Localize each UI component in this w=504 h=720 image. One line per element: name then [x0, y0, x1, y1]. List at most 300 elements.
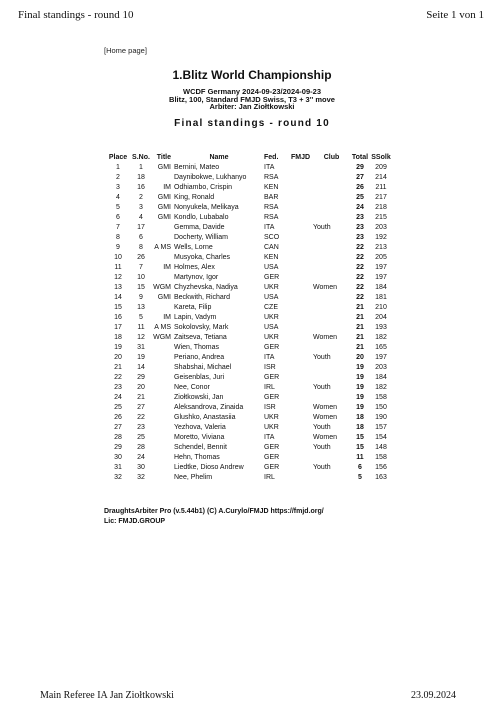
cell-name: Zaitseva, Tetiana: [174, 333, 227, 341]
cell-fmjd: [291, 282, 313, 292]
cell-fmjd: [291, 422, 313, 432]
cell-place: 27: [114, 423, 122, 431]
cell-ssolk: 190: [375, 413, 387, 421]
cell-fmjd: [291, 432, 313, 442]
cell-club: [313, 272, 350, 282]
cell-place: 4: [116, 193, 120, 201]
cell-fmjd: [291, 362, 313, 372]
cell-name: Moretto, Viviana: [174, 433, 225, 441]
table-row: [106, 342, 392, 352]
cell-total: 22: [356, 283, 364, 291]
cell-place: 32: [114, 473, 122, 481]
tournament-title: 1.Blitz World Championship: [172, 68, 332, 82]
cell-sno: 8: [139, 243, 143, 251]
cell-club: [313, 242, 350, 252]
cell-fed: UKR: [264, 283, 279, 291]
cell-sno: 27: [137, 403, 145, 411]
cell-club: [313, 322, 350, 332]
cell-place: 10: [114, 253, 122, 261]
cell-ssolk: 192: [375, 233, 387, 241]
cell-name: Nee, Phelim: [174, 473, 213, 481]
cell-title: GMI: [157, 293, 171, 301]
cell-place: 24: [114, 393, 122, 401]
cell-fmjd: [291, 272, 313, 282]
cell-fed: USA: [264, 293, 279, 301]
cell-total: 19: [356, 363, 364, 371]
cell-fed: GER: [264, 343, 280, 351]
table-row: [106, 282, 392, 292]
cell-club: [313, 192, 350, 202]
cell-ssolk: 157: [375, 423, 387, 431]
cell-fed: GER: [264, 443, 280, 451]
cell-fed: ISR: [264, 403, 276, 411]
cell-club: Youth: [313, 443, 331, 451]
cell-fed: IRL: [264, 383, 275, 391]
table-row: [106, 462, 392, 472]
cell-place: 13: [114, 283, 122, 291]
cell-ssolk: 203: [375, 223, 387, 231]
cell-title: [152, 352, 174, 362]
cell-fed: USA: [264, 323, 279, 331]
cell-sno: 30: [137, 463, 145, 471]
standings-body: [106, 162, 392, 482]
cell-sno: 32: [137, 473, 145, 481]
cell-ssolk: 211: [375, 183, 387, 191]
table-row: [106, 162, 392, 172]
cell-total: 22: [356, 273, 364, 281]
cell-place: 15: [114, 303, 122, 311]
cell-total: 19: [356, 393, 364, 401]
cell-place: 9: [116, 243, 120, 251]
cell-fmjd: [291, 412, 313, 422]
table-row: [106, 292, 392, 302]
cell-total: 21: [356, 323, 364, 331]
cell-fed: RSA: [264, 203, 279, 211]
cell-ssolk: 193: [375, 323, 387, 331]
cell-total: 18: [356, 413, 364, 421]
cell-ssolk: 197: [375, 263, 387, 271]
cell-name: Yezhova, Valeria: [174, 423, 226, 431]
cell-place: 25: [114, 403, 122, 411]
cell-name: Daynibokwe, Lukhanyo: [174, 173, 247, 181]
cell-fmjd: [291, 382, 313, 392]
cell-total: 25: [356, 193, 364, 201]
cell-sno: 26: [137, 253, 145, 261]
cell-place: 5: [116, 203, 120, 211]
cell-total: 24: [356, 203, 364, 211]
cell-name: Glushko, Anastasiia: [174, 413, 236, 421]
cell-place: 19: [114, 343, 122, 351]
standings-table: [106, 152, 392, 482]
cell-place: 7: [116, 223, 120, 231]
home-page-link[interactable]: [Home page]: [104, 46, 147, 55]
cell-club: [313, 372, 350, 382]
cell-fed: IRL: [264, 473, 275, 481]
table-row: [106, 272, 392, 282]
cell-name: Nee, Conor: [174, 383, 210, 391]
cell-title: [152, 422, 174, 432]
cell-club: [313, 262, 350, 272]
cell-title: [152, 272, 174, 282]
cell-name: Aleksandrova, Zinaida: [174, 403, 244, 411]
cell-title: IM: [163, 183, 171, 191]
cell-sno: 20: [137, 383, 145, 391]
cell-sno: 9: [139, 293, 143, 301]
cell-club: [313, 392, 350, 402]
cell-name: Musyoka, Charles: [174, 253, 231, 261]
cell-club: Youth: [313, 353, 331, 361]
cell-club: [313, 252, 350, 262]
arbiter-line: Arbiter: Jan Ziołtkowski: [209, 102, 295, 111]
table-row: [106, 332, 392, 342]
table-row: [106, 382, 392, 392]
table-row: [106, 422, 392, 432]
cell-club: Youth: [313, 423, 331, 431]
header-ssolk: SSolk: [371, 153, 391, 161]
cell-ssolk: 210: [375, 303, 387, 311]
cell-fed: BAR: [264, 193, 279, 201]
header-place: Place: [108, 153, 128, 161]
cell-total: 22: [356, 243, 364, 251]
table-row: [106, 212, 392, 222]
cell-name: Chyzhevska, Nadiya: [174, 283, 238, 291]
header-fmjd: FMJD: [291, 153, 311, 161]
cell-total: 27: [356, 173, 364, 181]
cell-fmjd: [291, 452, 313, 462]
cell-fed: KEN: [264, 183, 279, 191]
header-total: Total: [351, 153, 369, 161]
cell-total: 19: [356, 383, 364, 391]
cell-total: 21: [356, 303, 364, 311]
table-row: [106, 232, 392, 242]
cell-ssolk: 154: [375, 433, 387, 441]
cell-sno: 29: [137, 373, 145, 381]
cell-total: 19: [356, 403, 364, 411]
cell-fmjd: [291, 162, 313, 172]
cell-name: Hehn, Thomas: [174, 453, 220, 461]
cell-ssolk: 158: [375, 453, 387, 461]
table-row: [106, 372, 392, 382]
cell-fmjd: [291, 222, 313, 232]
table-row: [106, 252, 392, 262]
cell-fed: CAN: [264, 243, 279, 251]
print-header-title: Final standings - round 10: [18, 9, 134, 21]
cell-fed: GER: [264, 273, 280, 281]
cell-place: 17: [114, 323, 122, 331]
cell-fed: UKR: [264, 413, 279, 421]
cell-name: Nonyukela, Melikaya: [174, 203, 239, 211]
print-header-page-number: Seite 1 von 1: [426, 9, 484, 21]
cell-title: IM: [163, 263, 171, 271]
cell-club: [313, 452, 350, 462]
table-row: [106, 452, 392, 462]
cell-ssolk: 184: [375, 283, 387, 291]
cell-total: 22: [356, 253, 364, 261]
cell-fed: RSA: [264, 213, 279, 221]
cell-name: Gemma, Davide: [174, 223, 225, 231]
cell-club: [313, 162, 350, 172]
cell-ssolk: 214: [375, 173, 387, 181]
cell-name: Geisenblas, Juri: [174, 373, 225, 381]
cell-name: Beckwith, Richard: [174, 293, 231, 301]
cell-sno: 19: [137, 353, 145, 361]
cell-sno: 23: [137, 423, 145, 431]
cell-sno: 16: [137, 183, 145, 191]
cell-place: 31: [114, 463, 122, 471]
cell-fed: UKR: [264, 423, 279, 431]
cell-fmjd: [291, 332, 313, 342]
cell-total: 21: [356, 343, 364, 351]
software-credit: DraughtsArbiter Pro (v.5.44b1) (C) A.Curylo/FMJD https://fmjd.org/: [104, 508, 324, 515]
cell-sno: 17: [137, 223, 145, 231]
table-row: [106, 202, 392, 212]
table-row: [106, 312, 392, 322]
cell-fed: CZE: [264, 303, 278, 311]
cell-name: Ziołtkowski, Jan: [174, 393, 224, 401]
cell-total: 15: [356, 443, 364, 451]
cell-fmjd: [291, 352, 313, 362]
cell-name: Wien, Thomas: [174, 343, 219, 351]
main-referee-signature: Main Referee IA Jan Ziołtkowski: [40, 690, 174, 701]
cell-fed: GER: [264, 453, 280, 461]
cell-title: [152, 252, 174, 262]
cell-fmjd: [291, 212, 313, 222]
cell-club: Women: [313, 433, 337, 441]
cell-total: 22: [356, 293, 364, 301]
cell-title: [152, 382, 174, 392]
cell-name: Bernini, Mateo: [174, 163, 220, 171]
cell-place: 29: [114, 443, 122, 451]
cell-club: Youth: [313, 463, 331, 471]
cell-place: 6: [116, 213, 120, 221]
cell-ssolk: 218: [375, 203, 387, 211]
cell-club: [313, 182, 350, 192]
cell-club: [313, 302, 350, 312]
cell-club: [313, 472, 350, 482]
cell-total: 23: [356, 233, 364, 241]
cell-place: 18: [114, 333, 122, 341]
cell-name: Kondlo, Lubabalo: [174, 213, 229, 221]
cell-club: Women: [313, 403, 337, 411]
cell-total: 22: [356, 263, 364, 271]
cell-club: [313, 342, 350, 352]
cell-ssolk: 209: [375, 163, 387, 171]
cell-sno: 6: [139, 233, 143, 241]
cell-place: 22: [114, 373, 122, 381]
signature-date: 23.09.2024: [411, 690, 456, 701]
cell-place: 8: [116, 233, 120, 241]
cell-title: GMI: [157, 213, 171, 221]
table-row: [106, 442, 392, 452]
cell-title: [152, 442, 174, 452]
table-row: [106, 222, 392, 232]
cell-place: 1: [116, 163, 120, 171]
cell-title: [152, 222, 174, 232]
cell-fed: ITA: [264, 353, 275, 361]
cell-title: WGM: [153, 283, 171, 291]
cell-name: Schendel, Bennit: [174, 443, 227, 451]
cell-fmjd: [291, 172, 313, 182]
cell-name: Liedtke, Dioso Andrew: [174, 463, 244, 471]
cell-fed: ITA: [264, 433, 275, 441]
cell-place: 28: [114, 433, 122, 441]
cell-fmjd: [291, 322, 313, 332]
cell-fed: GER: [264, 393, 280, 401]
cell-place: 21: [114, 363, 122, 371]
cell-total: 11: [356, 453, 364, 461]
cell-fed: UKR: [264, 333, 279, 341]
cell-club: Women: [313, 413, 337, 421]
cell-ssolk: 158: [375, 393, 387, 401]
cell-title: GMI: [157, 193, 171, 201]
cell-title: [152, 472, 174, 482]
cell-fmjd: [291, 312, 313, 322]
cell-club: [313, 202, 350, 212]
cell-title: [152, 342, 174, 352]
cell-sno: 1: [139, 163, 143, 171]
cell-total: 6: [358, 463, 362, 471]
cell-title: [152, 402, 174, 412]
cell-name: Kareta, Filip: [174, 303, 212, 311]
cell-total: 5: [358, 473, 362, 481]
cell-fed: ISR: [264, 363, 276, 371]
cell-sno: 5: [139, 313, 143, 321]
cell-total: 26: [356, 183, 364, 191]
cell-place: 2: [116, 173, 120, 181]
cell-club: Women: [313, 283, 337, 291]
format-line: Blitz, 100, Standard FMJD Swiss, T3 + 3'' move: [169, 94, 335, 104]
cell-sno: 10: [137, 273, 145, 281]
cell-title: [152, 462, 174, 472]
cell-club: [313, 172, 350, 182]
cell-fmjd: [291, 182, 313, 192]
header-club: Club: [323, 153, 340, 161]
table-row: [106, 392, 392, 402]
cell-sno: 13: [137, 303, 145, 311]
table-row: [106, 322, 392, 332]
table-row: [106, 432, 392, 442]
cell-place: 3: [116, 183, 120, 191]
header-name: Name: [209, 153, 229, 161]
cell-title: A MS: [154, 243, 171, 251]
cell-title: [152, 172, 174, 182]
cell-total: 15: [356, 433, 364, 441]
cell-ssolk: 156: [375, 463, 387, 471]
cell-sno: 12: [137, 333, 145, 341]
cell-sno: 25: [137, 433, 145, 441]
cell-club: Women: [313, 333, 337, 341]
cell-title: [152, 232, 174, 242]
cell-fmjd: [291, 262, 313, 272]
cell-name: Wells, Lorne: [174, 243, 213, 251]
cell-title: [152, 302, 174, 312]
cell-name: Martynov, Igor: [174, 273, 219, 281]
cell-sno: 22: [137, 413, 145, 421]
cell-club: [313, 232, 350, 242]
header-fed: Fed.: [264, 153, 279, 161]
cell-ssolk: 203: [375, 363, 387, 371]
standings-subtitle: Final standings - round 10: [174, 118, 330, 129]
cell-place: 26: [114, 413, 122, 421]
cell-place: 20: [114, 353, 122, 361]
cell-ssolk: 182: [375, 383, 387, 391]
cell-fed: RSA: [264, 173, 279, 181]
cell-ssolk: 197: [375, 273, 387, 281]
cell-club: [313, 362, 350, 372]
cell-sno: 28: [137, 443, 145, 451]
tournament-meta: [0, 88, 504, 111]
cell-title: GMI: [157, 203, 171, 211]
cell-ssolk: 204: [375, 313, 387, 321]
cell-ssolk: 182: [375, 333, 387, 341]
cell-sno: 21: [137, 393, 145, 401]
cell-sno: 7: [139, 263, 143, 271]
cell-ssolk: 163: [375, 473, 387, 481]
cell-name: Docherty, William: [174, 233, 228, 241]
cell-total: 23: [356, 223, 364, 231]
cell-place: 23: [114, 383, 122, 391]
cell-title: WGM: [153, 333, 171, 341]
cell-name: Sokolovsky, Mark: [174, 323, 229, 331]
cell-place: 16: [114, 313, 122, 321]
cell-fmjd: [291, 442, 313, 452]
table-header-row: [106, 152, 392, 162]
cell-ssolk: 148: [375, 443, 387, 451]
cell-title: [152, 392, 174, 402]
cell-ssolk: 217: [375, 193, 387, 201]
cell-club: [313, 292, 350, 302]
table-row: [106, 242, 392, 252]
cell-fed: USA: [264, 263, 279, 271]
cell-title: IM: [163, 313, 171, 321]
licence-line: Lic: FMJD.GROUP: [104, 518, 166, 525]
cell-ssolk: 181: [375, 293, 387, 301]
cell-fed: GER: [264, 373, 280, 381]
header-sno: S.No.: [132, 153, 150, 161]
cell-fed: SCO: [264, 233, 280, 241]
cell-name: Lapin, Vadym: [174, 313, 217, 321]
table-row: [106, 182, 392, 192]
table-row: [106, 402, 392, 412]
cell-fed: GER: [264, 463, 280, 471]
cell-ssolk: 150: [375, 403, 387, 411]
cell-club: [313, 312, 350, 322]
cell-fmjd: [291, 372, 313, 382]
cell-total: 18: [356, 423, 364, 431]
table-row: [106, 192, 392, 202]
cell-title: GMI: [157, 163, 171, 171]
cell-name: Holmes, Alex: [174, 263, 215, 271]
cell-sno: 3: [139, 203, 143, 211]
table-row: [106, 262, 392, 272]
cell-sno: 11: [137, 323, 145, 331]
header-title: Title: [156, 153, 171, 161]
cell-place: 11: [114, 263, 122, 271]
cell-fmjd: [291, 242, 313, 252]
cell-fmjd: [291, 252, 313, 262]
table-row: [106, 472, 392, 482]
cell-sno: 4: [139, 213, 143, 221]
cell-place: 30: [114, 453, 122, 461]
cell-fed: ITA: [264, 223, 275, 231]
cell-total: 29: [356, 163, 364, 171]
cell-ssolk: 165: [375, 343, 387, 351]
cell-fed: KEN: [264, 253, 279, 261]
cell-fmjd: [291, 232, 313, 242]
cell-total: 21: [356, 313, 364, 321]
cell-ssolk: 215: [375, 213, 387, 221]
cell-fmjd: [291, 302, 313, 312]
